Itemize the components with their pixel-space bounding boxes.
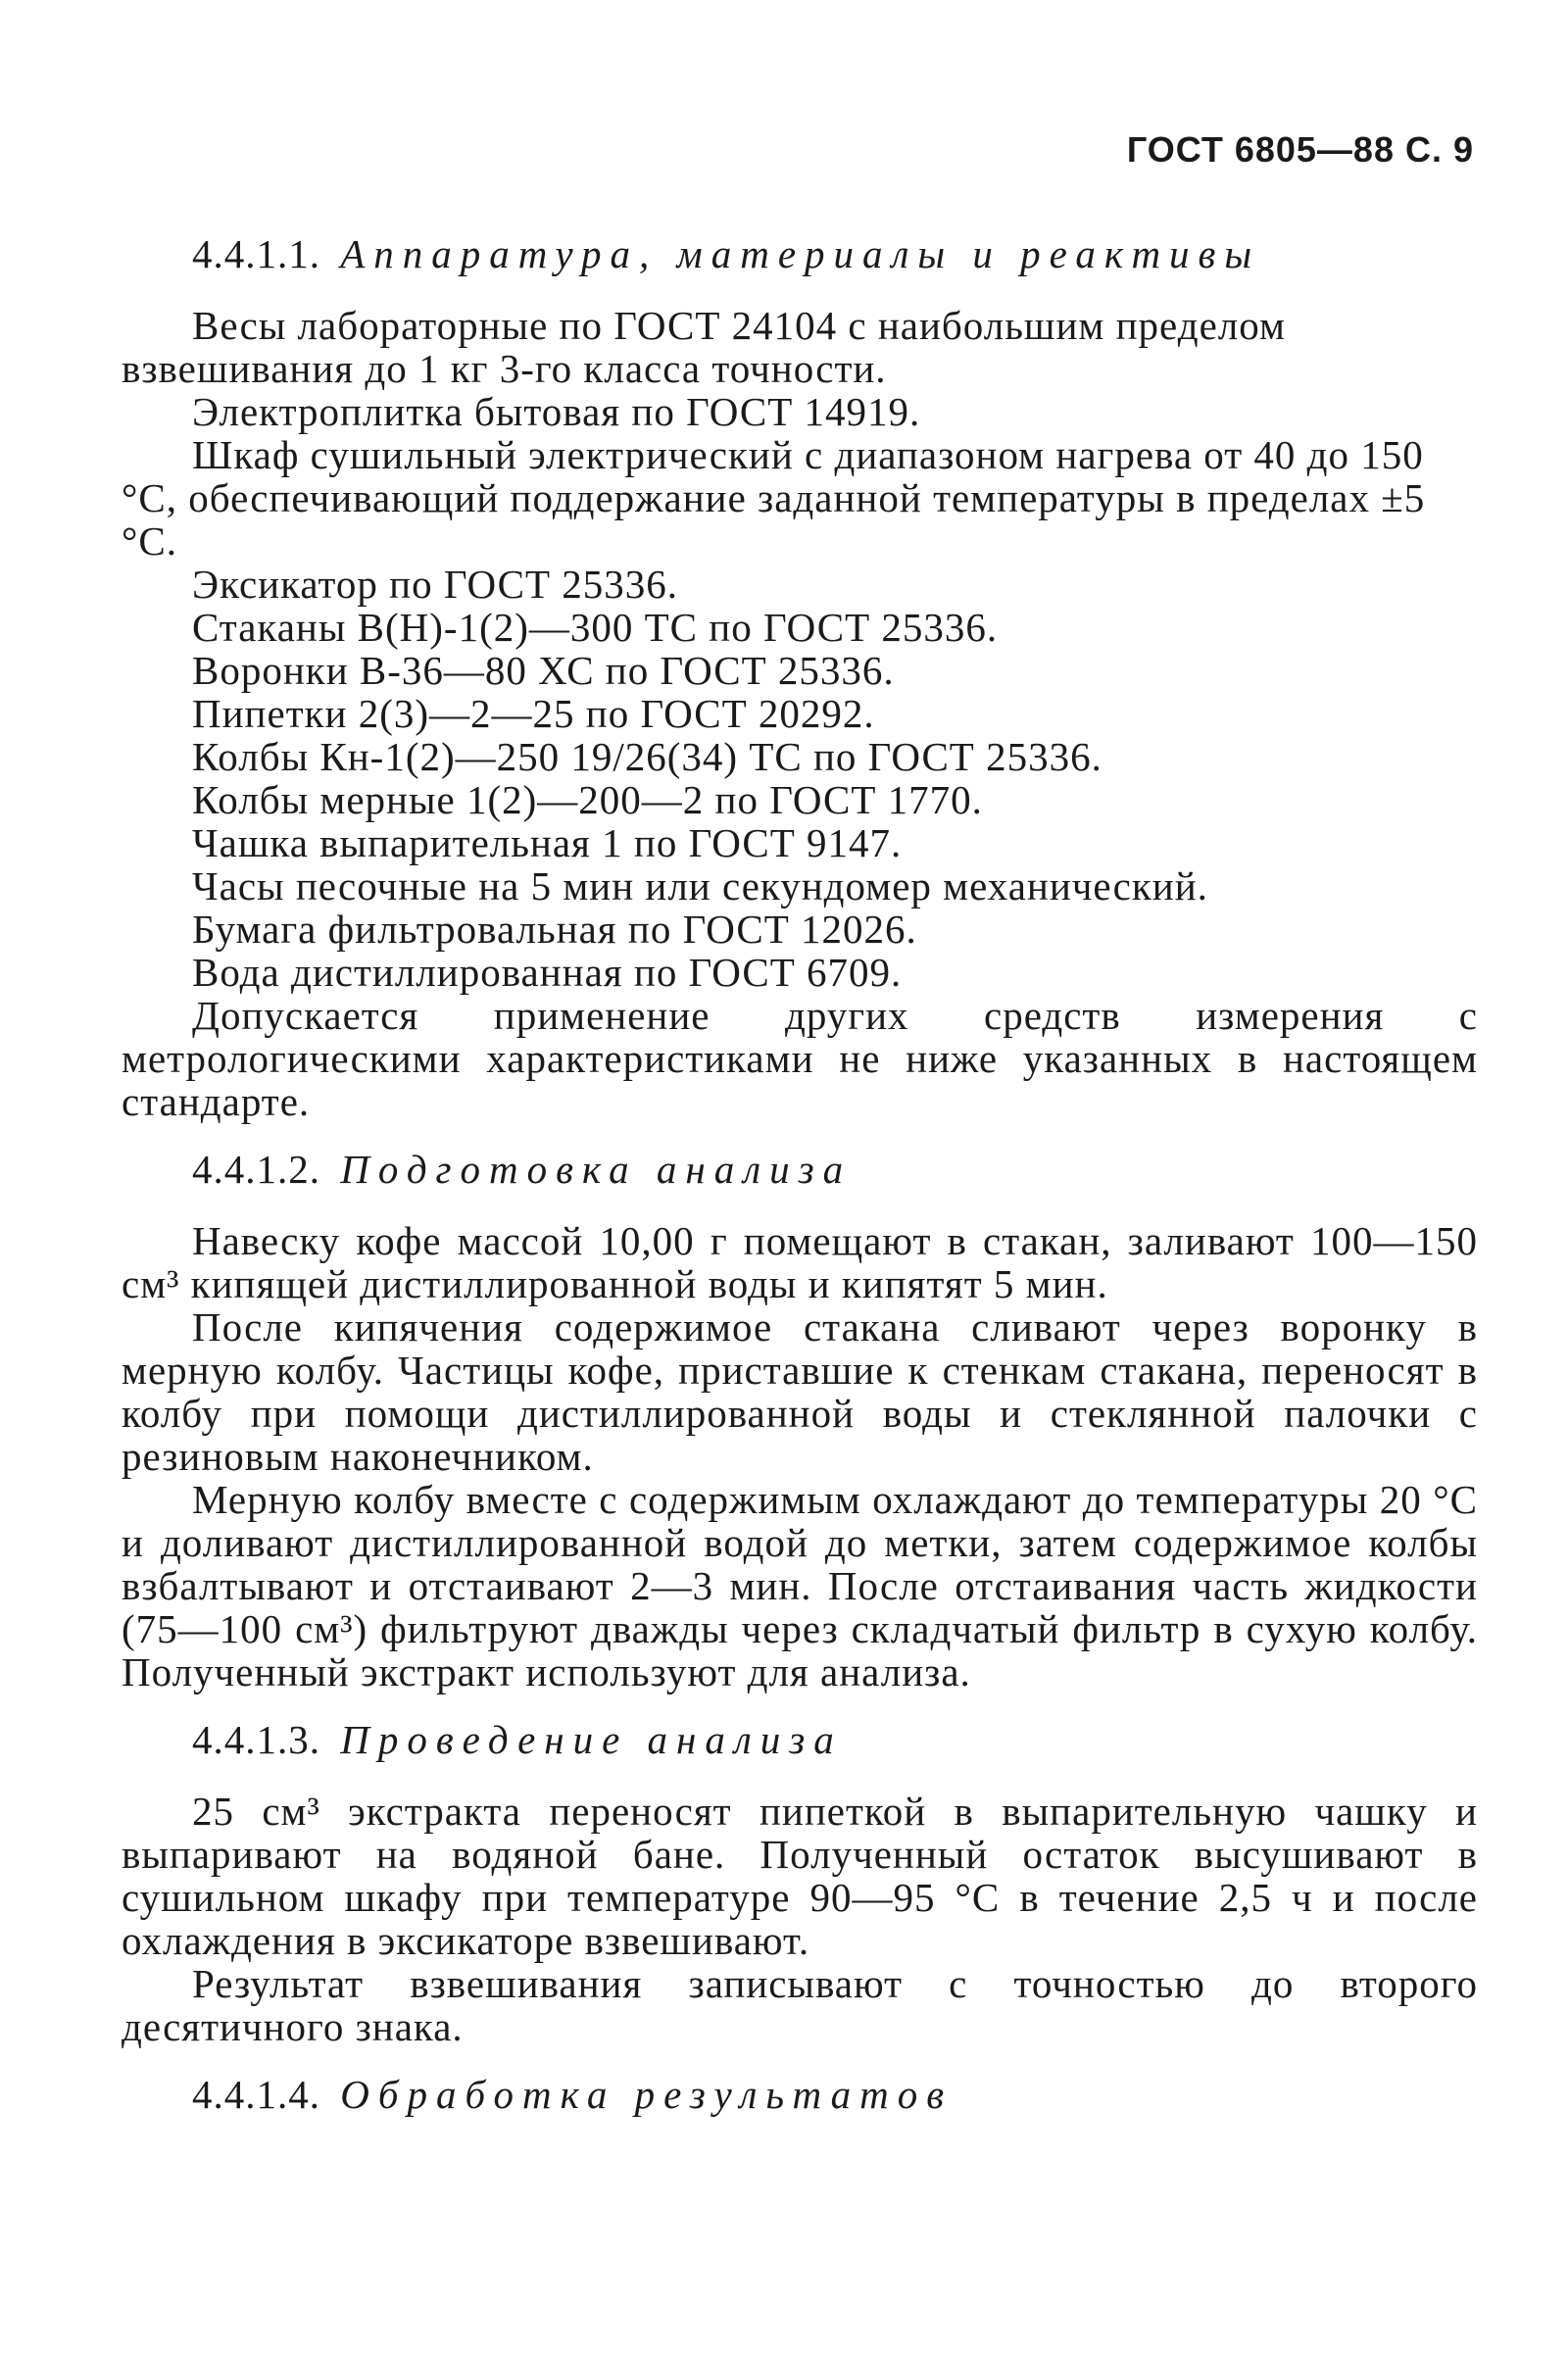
paragraph: Колбы мерные 1(2)—200—2 по ГОСТ 1770. — [192, 777, 983, 822]
section-number: 4.4.1.3. — [192, 1717, 320, 1762]
paragraph: Стаканы В(Н)-1(2)—300 ТС по ГОСТ 25336. — [192, 605, 999, 650]
section-body — [122, 1790, 1478, 2048]
document-body — [122, 218, 1478, 2144]
paragraph: После кипячения содержимое стакана сливают через воронку в мерную колбу. Частицы кофе, приставшие к стенкам стакана, переносят в колбу при помощи дистиллированной воды и стеклянной палочки с резиновым наконечником. — [122, 1304, 1478, 1479]
paragraph: Навеску кофе массой 10,00 г помещают в стакан, заливают 100—150 см³ кипящей дистиллированной воды и кипятят 5 мин. — [122, 1218, 1478, 1306]
running-header: ГОСТ 6805—88 С. 9 — [1126, 129, 1474, 170]
section-heading — [122, 1711, 1478, 1768]
section-number: 4.4.1.4. — [192, 2072, 320, 2117]
section-heading — [122, 225, 1478, 282]
paragraph: Эксикатор по ГОСТ 25336. — [192, 562, 679, 607]
equipment-list — [122, 304, 1478, 1123]
section-number: 4.4.1.2. — [192, 1147, 320, 1192]
section-body — [122, 1219, 1478, 1693]
paragraph: Чашка выпарительная 1 по ГОСТ 9147. — [192, 820, 903, 865]
paragraph: Бумага фильтровальная по ГОСТ 12026. — [192, 907, 917, 952]
paragraph: Шкаф сушильный электрический с диапазоном нагрева от 40 до 150 °С, обеспечивающий поддержание заданной температуры в пределах ±5 °С. — [122, 432, 1426, 564]
paragraph: Результат взвешивания записывают с точностью до второго десятичного знака. — [122, 1961, 1478, 2049]
paragraph: Весы лабораторные по ГОСТ 24104 с наибольшим пределом взвешивания до 1 кг 3-го класса точности. — [122, 303, 1286, 391]
section-heading — [122, 2066, 1478, 2123]
paragraph: Допускается применение других средств измерения с метрологическими характеристиками не ниже указанных в настоящем стандарте. — [122, 993, 1478, 1124]
paragraph: Часы песочные на 5 мин или секундомер механический. — [192, 863, 1208, 908]
section-title: Проведение анализа — [340, 1717, 843, 1762]
section-heading — [122, 1141, 1478, 1198]
section-title: Обработка результатов — [340, 2072, 954, 2117]
paragraph: Пипетки 2(3)—2—25 по ГОСТ 20292. — [192, 691, 875, 736]
paragraph: Воронки В-36—80 ХС по ГОСТ 25336. — [192, 648, 895, 693]
section-title: Аппаратура, материалы и реактивы — [340, 231, 1261, 276]
paragraph: 25 см³ экстракта переносят пипеткой в выпарительную чашку и выпаривают на водяной бане. Полученный остаток высушивают в сушильном шкафу при температуре 90—95 °С в течение 2,5 ч и после охлаждения в эксикаторе взвешивают. — [122, 1789, 1478, 1963]
section-title: Подготовка анализа — [340, 1147, 853, 1192]
paragraph: Мерную колбу вместе с содержимым охлаждают до температуры 20 °С и доливают дистиллированной водой до метки, затем содержимое колбы взбалтывают и отстаивают 2—3 мин. После отстаивания часть жидкости (75—100 см³) фильтруют дважды через складчатый фильтр в сухую колбу. Полученный экстракт используют для анализа. — [122, 1477, 1478, 1694]
paragraph: Вода дистиллированная по ГОСТ 6709. — [192, 950, 903, 995]
paragraph: Электроплитка бытовая по ГОСТ 14919. — [192, 389, 921, 434]
paragraph: Колбы Кн-1(2)—250 19/26(34) ТС по ГОСТ 25336. — [192, 734, 1102, 779]
section-number: 4.4.1.1. — [192, 231, 320, 276]
